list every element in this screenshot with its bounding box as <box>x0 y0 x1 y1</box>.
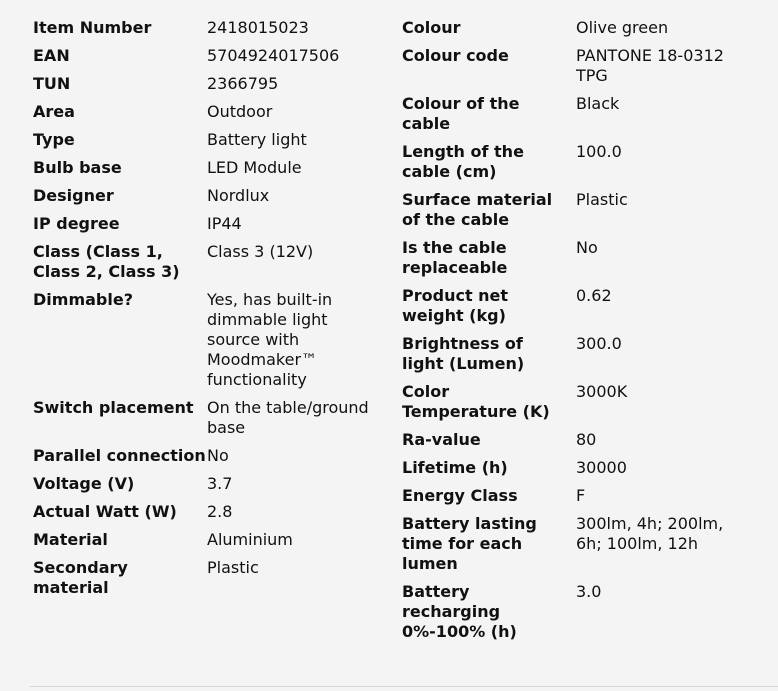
spec-label: Colour of the cable <box>402 94 520 133</box>
spec-row-ean <box>20 46 388 74</box>
spec-row-bulb-base <box>20 158 388 186</box>
spec-row-net-weight <box>388 286 756 334</box>
spec-row-tun <box>20 74 388 102</box>
spec-row-voltage <box>20 474 388 502</box>
spec-label: Class (Class 1, Class 2, Class 3) <box>33 242 180 281</box>
spec-value: LED Module <box>207 158 302 177</box>
spec-label: EAN <box>33 46 70 65</box>
spec-row-brightness <box>388 334 756 382</box>
spec-row-ip-degree <box>20 214 388 242</box>
spec-value: 2418015023 <box>207 18 309 37</box>
spec-label: Is the cable replaceable <box>402 238 508 277</box>
spec-value: 100.0 <box>576 142 622 161</box>
spec-label: Colour <box>402 18 461 37</box>
spec-value: 2366795 <box>207 74 279 93</box>
spec-label: Ra-value <box>402 430 481 449</box>
spec-row-designer <box>20 186 388 214</box>
spec-value: No <box>576 238 598 257</box>
spec-value: 3.7 <box>207 474 233 493</box>
spec-row-item-number <box>20 18 388 46</box>
spec-row-material <box>20 530 388 558</box>
spec-value: No <box>207 446 229 465</box>
spec-label: Area <box>33 102 75 121</box>
spec-label: Brightness of light (Lumen) <box>402 334 525 373</box>
spec-label: Lifetime (h) <box>402 458 508 477</box>
spec-label: Secondary material <box>33 558 128 597</box>
spec-label: Actual Watt (W) <box>33 502 177 521</box>
spec-row-secondary-material <box>20 558 388 606</box>
spec-value: Black <box>576 94 620 113</box>
spec-row-cable-replaceable <box>388 238 756 286</box>
spec-row-colour <box>388 18 756 46</box>
spec-row-area <box>20 102 388 130</box>
spec-label: Energy Class <box>402 486 518 505</box>
spec-value: 5704924017506 <box>207 46 340 65</box>
spec-row-actual-watt <box>20 502 388 530</box>
spec-value: Aluminium <box>207 530 293 549</box>
spec-label: Bulb base <box>33 158 122 177</box>
spec-value: Outdoor <box>207 102 273 121</box>
spec-row-cable-surface-material <box>388 190 756 238</box>
spec-label: Designer <box>33 186 114 205</box>
spec-label: Parallel connection <box>33 446 206 465</box>
spec-value: Class 3 (12V) <box>207 242 314 261</box>
spec-row-lifetime <box>388 458 756 486</box>
spec-row-dimmable <box>20 290 388 398</box>
spec-row-type <box>20 130 388 158</box>
spec-row-colour-code <box>388 46 756 94</box>
spec-value: 30000 <box>576 458 627 477</box>
spec-row-cable-length <box>388 142 756 190</box>
spec-value: 300.0 <box>576 334 622 353</box>
spec-label: Switch placement <box>33 398 194 417</box>
spec-value: Plastic <box>207 558 259 577</box>
spec-label: Battery recharging 0%-100% (h) <box>402 582 517 641</box>
spec-value: 0.62 <box>576 286 612 305</box>
product-specifications-table <box>20 18 756 650</box>
spec-label: Dimmable? <box>33 290 133 309</box>
spec-row-parallel-connection <box>20 446 388 474</box>
spec-label: Voltage (V) <box>33 474 135 493</box>
spec-value: 3.0 <box>576 582 602 601</box>
spec-row-switch-placement <box>20 398 388 446</box>
spec-label: Product net weight (kg) <box>402 286 509 325</box>
spec-value: Yes, has built-in dimmable light source with Moodmaker™ functionality <box>207 290 333 389</box>
spec-value: Battery light <box>207 130 307 149</box>
spec-row-class <box>20 242 388 290</box>
spec-row-battery-lasting-time <box>388 514 756 582</box>
spec-row-battery-recharging <box>388 582 756 650</box>
spec-label: Surface material of the cable <box>402 190 553 229</box>
spec-row-energy-class <box>388 486 756 514</box>
spec-value: PANTONE 18-0312 TPG <box>576 46 724 85</box>
spec-label: Colour code <box>402 46 509 65</box>
spec-value: Nordlux <box>207 186 270 205</box>
spec-column-right <box>388 18 756 650</box>
spec-label: Battery lasting time for each lumen <box>402 514 537 573</box>
spec-value: 3000K <box>576 382 628 401</box>
spec-value: F <box>576 486 586 505</box>
spec-value: On the table/ground base <box>207 398 369 437</box>
spec-row-colour-of-cable <box>388 94 756 142</box>
spec-label: TUN <box>33 74 71 93</box>
spec-label: Material <box>33 530 108 549</box>
spec-value: 2.8 <box>207 502 233 521</box>
spec-value: 80 <box>576 430 597 449</box>
spec-value: Olive green <box>576 18 669 37</box>
section-divider <box>30 686 778 687</box>
spec-row-ra-value <box>388 430 756 458</box>
spec-column-left <box>20 18 388 650</box>
spec-label: Item Number <box>33 18 152 37</box>
spec-value: Plastic <box>576 190 628 209</box>
spec-value: IP44 <box>207 214 242 233</box>
spec-label: IP degree <box>33 214 120 233</box>
spec-label: Color Temperature (K) <box>402 382 550 421</box>
spec-value: 300lm, 4h; 200lm, 6h; 100lm, 12h <box>576 514 724 553</box>
spec-label: Type <box>33 130 75 149</box>
spec-label: Length of the cable (cm) <box>402 142 524 181</box>
spec-row-color-temperature <box>388 382 756 430</box>
